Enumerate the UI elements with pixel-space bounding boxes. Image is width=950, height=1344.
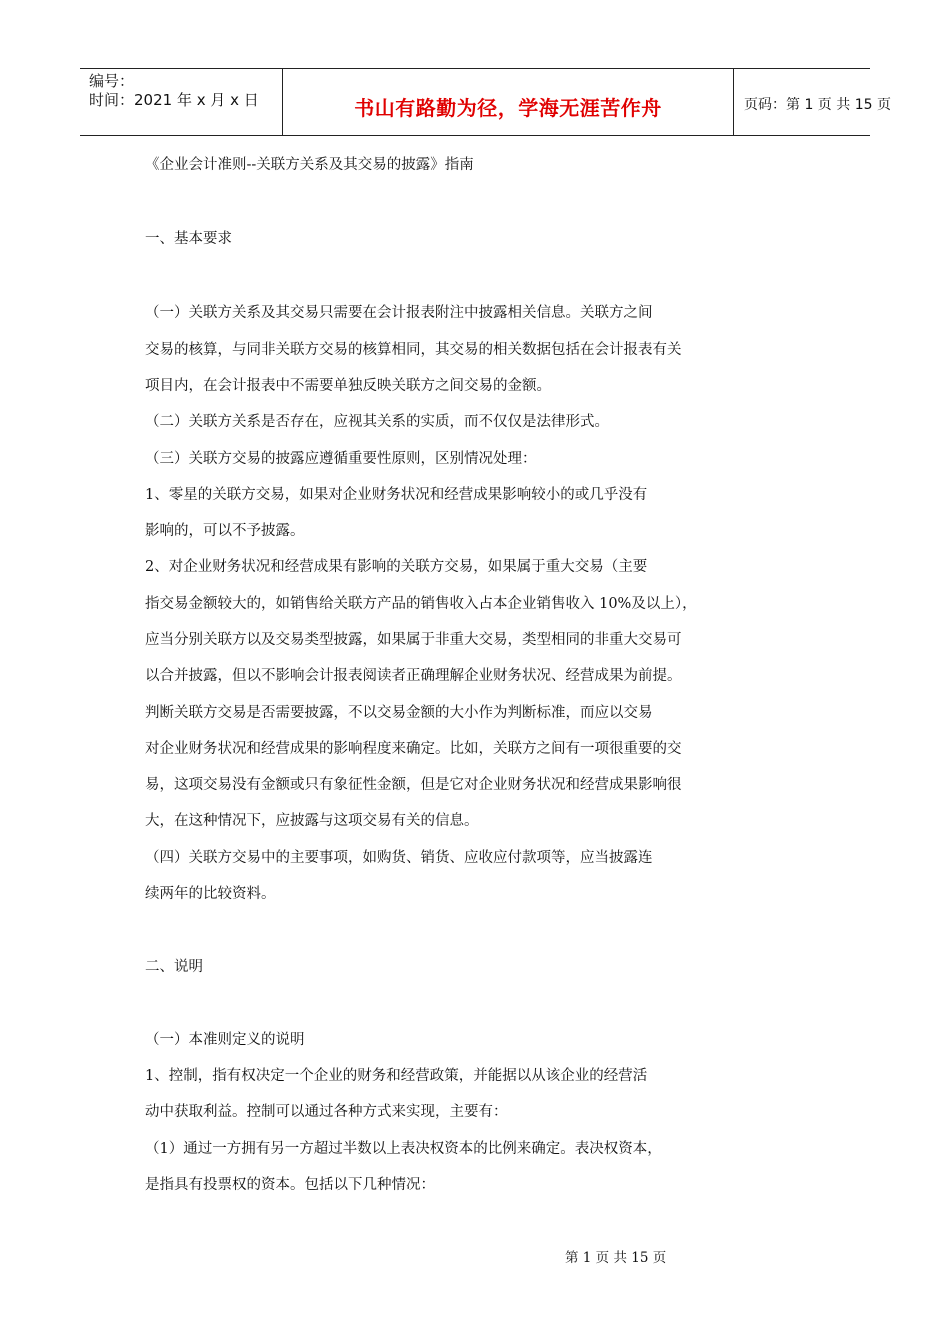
paragraph-line: 项目内，在会计报表中不需要单独反映关联方之间交易的金额。: [145, 378, 551, 394]
paragraph-line: 是指具有投票权的资本。包括以下几种情况：: [145, 1177, 435, 1193]
paragraph-line: 影响的，可以不予披露。: [145, 523, 305, 539]
page-header: [80, 68, 891, 136]
subsection-heading: （一）本准则定义的说明: [145, 1032, 305, 1048]
header-meta: [80, 69, 282, 135]
paragraph-line: 交易的核算，与同非关联方交易的核算相同，其交易的相关数据包括在会计报表有关: [145, 342, 682, 358]
paragraph-line: 指交易金额较大的，如销售给关联方产品的销售收入占本企业销售收入 10%及以上），: [145, 596, 697, 612]
document-number-label: 编号：: [89, 72, 135, 90]
section-heading: 二、说明: [145, 959, 203, 975]
header-motto-cell: [282, 69, 734, 135]
paragraph-line: 易，这项交易没有金额或只有象征性金额，但是它对企业财务状况和经营成果影响很: [145, 777, 682, 793]
header-motto: 书山有路勤为径，学海无涯苦作舟: [354, 95, 662, 120]
paragraph-line: 1、零星的关联方交易，如果对企业财务状况和经营成果影响较小的或几乎没有: [145, 487, 648, 503]
paragraph-line: 判断关联方交易是否需要披露，不以交易金额的大小作为判断标准，而应以交易: [145, 705, 653, 721]
section-heading: 一、基本要求: [145, 231, 232, 247]
paragraph-line: （四）关联方交易中的主要事项，如购货、销货、应收应付款项等，应当披露连: [145, 850, 653, 866]
document-date-label: 时间：2021 年 x 月 x 日: [89, 91, 259, 109]
page-footer: 第 1 页 共 15 页: [565, 1250, 667, 1266]
paragraph-line: 大，在这种情况下，应披露与这项交易有关的信息。: [145, 813, 479, 829]
paragraph-line: 以合并披露，但以不影响会计报表阅读者正确理解企业财务状况、经营成果为前提。: [145, 668, 682, 684]
header-page-info: 页码：第 1 页 共 15 页: [744, 97, 891, 113]
header-page-cell: [734, 69, 891, 135]
paragraph-line: 1、控制，指有权决定一个企业的财务和经营政策，并能据以从该企业的经营活: [145, 1068, 648, 1084]
paragraph-line: 2、对企业财务状况和经营成果有影响的关联方交易，如果属于重大交易（主要: [145, 559, 648, 575]
document-title: 《企业会计准则--关联方关系及其交易的披露》指南: [145, 157, 474, 173]
paragraph-line: （三）关联方交易的披露应遵循重要性原则，区别情况处理：: [145, 451, 537, 467]
paragraph-line: （一）关联方关系及其交易只需要在会计报表附注中披露相关信息。关联方之间: [145, 305, 653, 321]
paragraph-line: 应当分别关联方以及交易类型披露，如果属于非重大交易，类型相同的非重大交易可: [145, 632, 682, 648]
paragraph-line: 动中获取利益。控制可以通过各种方式来实现，主要有：: [145, 1104, 508, 1120]
paragraph-line: 续两年的比较资料。: [145, 886, 276, 902]
paragraph-line: （二）关联方关系是否存在，应视其关系的实质，而不仅仅是法律形式。: [145, 414, 609, 430]
paragraph-line: 对企业财务状况和经营成果的影响程度来确定。比如，关联方之间有一项很重要的交: [145, 741, 682, 757]
paragraph-line: （1）通过一方拥有另一方超过半数以上表决权资本的比例来确定。表决权资本，: [145, 1141, 662, 1157]
